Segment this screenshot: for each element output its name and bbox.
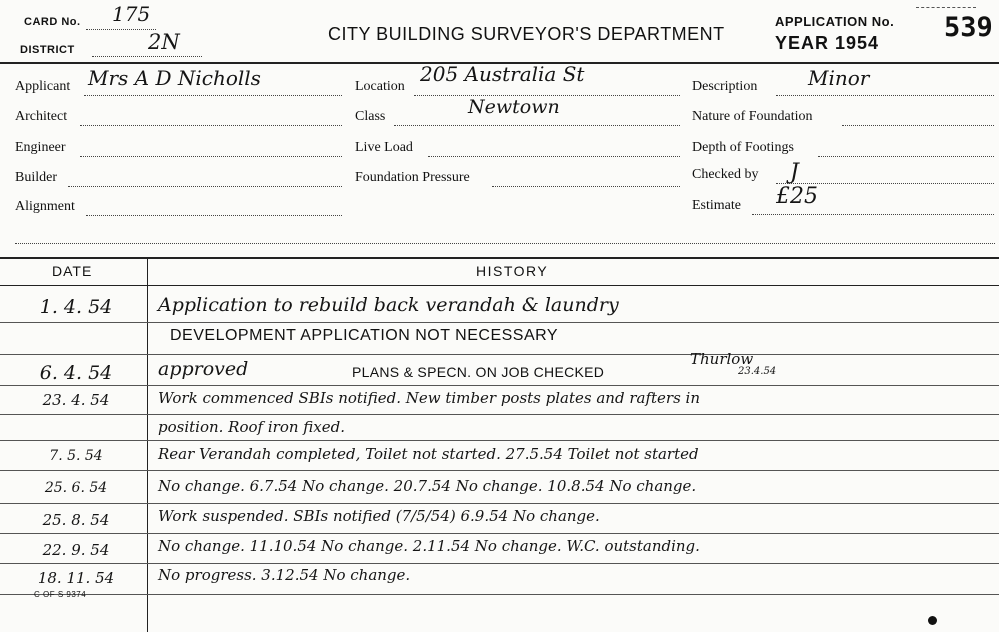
history-date: 18. 11. 54 [37, 569, 115, 587]
card-no-label: CARD No. [24, 16, 81, 28]
history-entry: position. Roof iron fixed. [158, 418, 345, 436]
row-rule [0, 470, 999, 471]
district-line [92, 56, 202, 57]
history-entry: approved [158, 358, 249, 380]
class-label: Class [355, 109, 386, 124]
location-label: Location [355, 79, 405, 94]
history-entry: No change. 11.10.54 No change. 2.11.54 No change. W.C. outstanding. [158, 537, 700, 555]
location-value: 205 Australia St [420, 62, 585, 86]
row-rule [0, 440, 999, 441]
applicant-label: Applicant [15, 79, 71, 94]
row-rule [0, 503, 999, 504]
card-no-line [86, 29, 156, 30]
depth-of-footings-label: Depth of Footings [692, 140, 794, 155]
history-entry: Work commenced SBIs notified. New timber posts plates and rafters in [158, 389, 700, 407]
card-no-value: 175 [112, 2, 151, 26]
history-date: 23. 4. 54 [42, 391, 110, 409]
history-entry: Rear Verandah completed, Toilet not started. 27.5.54 Toilet not started [158, 445, 699, 463]
plans-checked-stamp: PLANS & SPECN. ON JOB CHECKED [352, 364, 605, 380]
estimate-value: £25 [776, 184, 818, 209]
history-date: 1. 4. 54 [39, 296, 113, 318]
live-load-label: Live Load [355, 140, 413, 155]
history-entry: No change. 6.7.54 No change. 20.7.54 No change. 10.8.54 No change. [158, 477, 697, 495]
year-label: YEAR 1954 [775, 33, 880, 53]
class-value: Newtown [468, 96, 560, 118]
department-title: CITY BUILDING SURVEYOR'S DEPARTMENT [328, 24, 725, 44]
history-date: 6. 4. 54 [39, 362, 113, 384]
depth-of-footings-line [818, 156, 994, 157]
description-line [776, 95, 994, 96]
history-entry: Work suspended. SBIs notified (7/5/54) 6.9.54 No change. [158, 507, 600, 525]
row-rule [0, 594, 999, 595]
row-rule [0, 385, 999, 386]
row-rule [0, 533, 999, 534]
row-rule [0, 414, 999, 415]
history-entry-stamp: DEVELOPMENT APPLICATION NOT NECESSARY [170, 327, 559, 344]
stamp-date: 23.4.54 [738, 366, 777, 377]
foundation-pressure-line [492, 186, 680, 187]
row-rule [0, 563, 999, 564]
application-no-dash [916, 7, 976, 8]
history-entry: Application to rebuild back verandah & laundry [158, 294, 619, 316]
engineer-line [80, 156, 342, 157]
applicant-value: Mrs A D Nicholls [88, 66, 261, 90]
checked-by-label: Checked by [692, 167, 759, 182]
district-label: DISTRICT [20, 44, 75, 56]
builder-line [68, 186, 342, 187]
history-entry: No progress. 3.12.54 No change. [158, 566, 411, 584]
history-date: 25. 8. 54 [42, 511, 110, 529]
history-top-rule [0, 257, 999, 259]
foundation-pressure-label: Foundation Pressure [355, 170, 470, 185]
builder-label: Builder [15, 170, 57, 185]
district-value: 2N [148, 30, 180, 54]
live-load-line [428, 156, 680, 157]
date-column-divider [147, 257, 148, 632]
ink-blot [928, 616, 937, 625]
nature-of-foundation-label: Nature of Foundation [692, 109, 813, 124]
estimate-label: Estimate [692, 198, 741, 213]
architect-label: Architect [15, 109, 68, 124]
alignment-line [86, 215, 342, 216]
history-date: 25. 6. 54 [44, 480, 108, 496]
alignment-label: Alignment [15, 199, 75, 214]
application-no-value: 539 [944, 12, 993, 43]
description-label: Description [692, 79, 758, 94]
application-no-label: APPLICATION No. [775, 14, 895, 29]
nature-of-foundation-line [842, 125, 994, 126]
engineer-label: Engineer [15, 140, 66, 155]
checked-by-value: J [790, 160, 799, 185]
date-column-header: DATE [52, 263, 93, 279]
description-value: Minor [808, 66, 870, 90]
stamp-signature: Thurlow [690, 350, 754, 368]
history-date: 7. 5. 54 [49, 448, 103, 464]
history-date: 22. 9. 54 [42, 541, 110, 559]
estimate-line [752, 214, 994, 215]
row-rule [0, 322, 999, 323]
history-column-header: HISTORY [476, 263, 549, 279]
form-code: C OF S 9374 [34, 590, 87, 599]
history-header-rule [0, 285, 999, 286]
class-line [394, 125, 680, 126]
row-rule [0, 354, 999, 355]
fields-bottom-dotted-line [15, 243, 995, 244]
applicant-line [84, 95, 342, 96]
architect-line [80, 125, 342, 126]
